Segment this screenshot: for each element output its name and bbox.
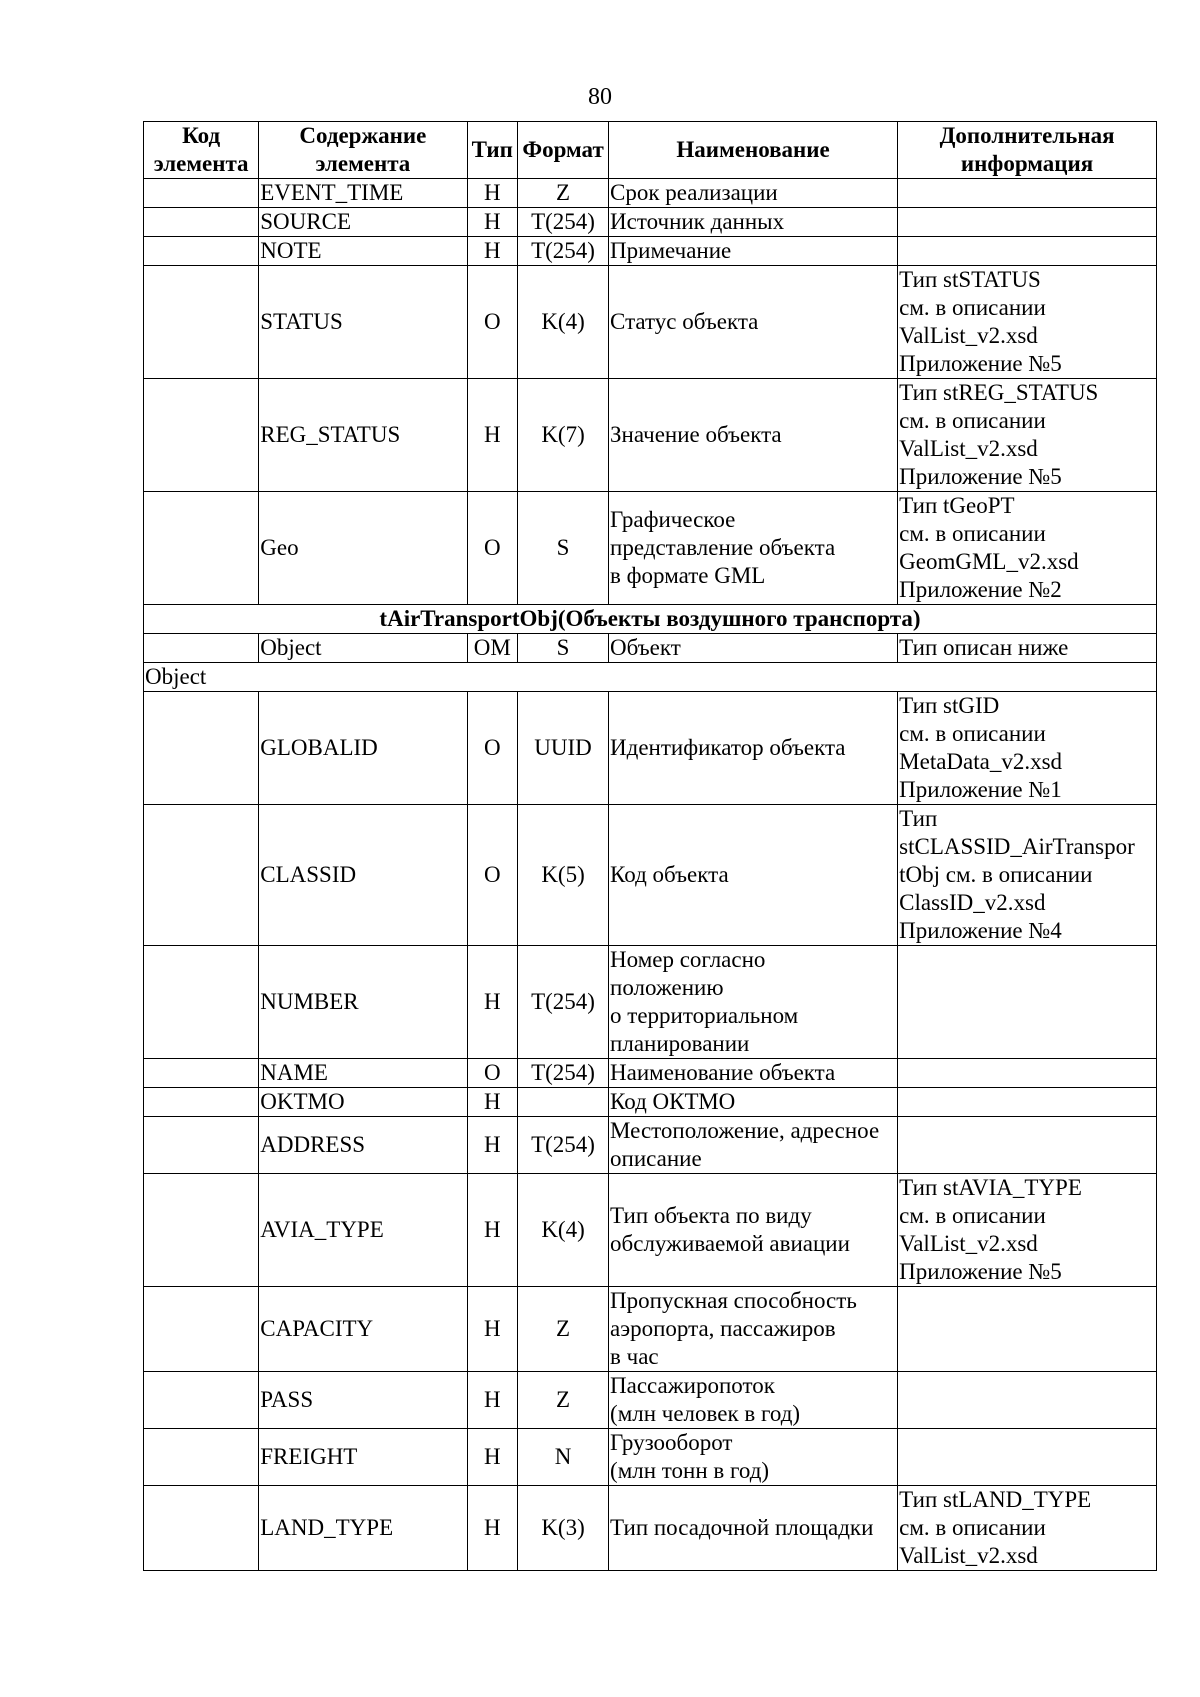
cell-info-line: Тип — [899, 806, 938, 831]
cell-code — [144, 634, 259, 663]
table-row — [144, 1486, 1157, 1571]
cell-info — [898, 379, 1157, 492]
cell-format: K(4) — [518, 266, 609, 379]
cell-info — [898, 1372, 1157, 1429]
cell-info-line: GeomGML_v2.xsd — [899, 549, 1079, 574]
cell-info-line: см. в описании — [899, 721, 1046, 746]
table-row — [144, 379, 1157, 492]
cell-name — [609, 266, 898, 379]
cell-type: Н — [467, 946, 518, 1059]
cell-name-line: Местоположение, адресное — [610, 1118, 880, 1143]
cell-info — [898, 179, 1157, 208]
cell-name-line: Тип посадочной площадки — [610, 1515, 874, 1540]
table-row — [144, 1059, 1157, 1088]
cell-content: PASS — [259, 1372, 467, 1429]
cell-info — [898, 1117, 1157, 1174]
cell-info-line: ValList_v2.xsd — [899, 1231, 1038, 1256]
cell-info-line: Тип stAVIA_TYPE — [899, 1175, 1082, 1200]
cell-code — [144, 1486, 259, 1571]
table-header-row — [144, 122, 1157, 179]
cell-name — [609, 805, 898, 946]
cell-info-line: Тип описан ниже — [899, 635, 1069, 660]
table-row — [144, 179, 1157, 208]
cell-info-line: MetaData_v2.xsd — [899, 749, 1063, 774]
table-body-object-fields — [144, 692, 1157, 1571]
cell-code — [144, 208, 259, 237]
cell-info-line: Тип tGeoPT — [899, 493, 1015, 518]
cell-content: STATUS — [259, 266, 467, 379]
cell-name-line: описание — [610, 1146, 702, 1171]
cell-name — [609, 1088, 898, 1117]
cell-format: S — [518, 492, 609, 605]
cell-name-line: в формате GML — [610, 563, 766, 588]
cell-info-line: см. в описании — [899, 1515, 1046, 1540]
cell-name-line: Значение объекта — [610, 422, 782, 447]
table-row — [144, 266, 1157, 379]
cell-format: K(3) — [518, 1486, 609, 1571]
cell-format: K(5) — [518, 805, 609, 946]
cell-type: Н — [467, 1287, 518, 1372]
table-row — [144, 1174, 1157, 1287]
cell-info-line: Приложение №5 — [899, 351, 1062, 376]
cell-type: Н — [467, 208, 518, 237]
cell-code — [144, 1059, 259, 1088]
cell-info-line: ValList_v2.xsd — [899, 1543, 1038, 1568]
cell-name — [609, 946, 898, 1059]
cell-name-line: Объект — [610, 635, 681, 660]
cell-type: Н — [467, 1117, 518, 1174]
cell-code — [144, 1088, 259, 1117]
group-label-row — [144, 663, 1157, 692]
cell-type: О — [467, 692, 518, 805]
table-row — [144, 1372, 1157, 1429]
cell-info — [898, 946, 1157, 1059]
cell-name — [609, 208, 898, 237]
cell-info-line: ValList_v2.xsd — [899, 323, 1038, 348]
cell-content: FREIGHT — [259, 1429, 467, 1486]
table-row — [144, 946, 1157, 1059]
cell-content: GLOBALID — [259, 692, 467, 805]
cell-name-line: Статус объекта — [610, 309, 759, 334]
header-info: Дополнительная информация — [898, 122, 1157, 179]
cell-name — [609, 1429, 898, 1486]
cell-name-line: Примечание — [610, 238, 732, 263]
cell-content: NUMBER — [259, 946, 467, 1059]
cell-info-line: stCLASSID_AirTranspor — [899, 834, 1135, 859]
cell-name-line: Пропускная способность — [610, 1288, 857, 1313]
cell-content: CAPACITY — [259, 1287, 467, 1372]
cell-content: Object — [259, 634, 467, 663]
cell-type: О — [467, 805, 518, 946]
header-content: Содержание элемента — [259, 122, 467, 179]
cell-format: UUID — [518, 692, 609, 805]
table-row — [144, 1088, 1157, 1117]
cell-content: Geo — [259, 492, 467, 605]
table-row — [144, 1429, 1157, 1486]
cell-info — [898, 805, 1157, 946]
cell-type: О — [467, 492, 518, 605]
cell-name — [609, 1059, 898, 1088]
cell-content: ADDRESS — [259, 1117, 467, 1174]
cell-format: Z — [518, 1372, 609, 1429]
cell-content: OKTMO — [259, 1088, 467, 1117]
spec-table — [143, 121, 1157, 1571]
cell-type: Н — [467, 179, 518, 208]
cell-info — [898, 266, 1157, 379]
cell-format: T(254) — [518, 1059, 609, 1088]
cell-format: T(254) — [518, 237, 609, 266]
cell-type: ОМ — [467, 634, 518, 663]
cell-info-line: см. в описании — [899, 521, 1046, 546]
cell-name — [609, 692, 898, 805]
cell-format: T(254) — [518, 1117, 609, 1174]
cell-info — [898, 492, 1157, 605]
table-row — [144, 805, 1157, 946]
cell-code — [144, 492, 259, 605]
cell-info — [898, 237, 1157, 266]
cell-format: Z — [518, 179, 609, 208]
cell-info — [898, 1429, 1157, 1486]
cell-code — [144, 1174, 259, 1287]
cell-name-line: Наименование объекта — [610, 1060, 836, 1085]
cell-name-line: Источник данных — [610, 209, 785, 234]
group-label: Object — [144, 663, 1157, 692]
cell-code — [144, 1372, 259, 1429]
cell-info — [898, 692, 1157, 805]
cell-type: О — [467, 266, 518, 379]
table-row — [144, 634, 1157, 663]
cell-type: О — [467, 1059, 518, 1088]
cell-name-line: обслуживаемой авиации — [610, 1231, 850, 1256]
cell-name-line: Идентификатор объекта — [610, 735, 846, 760]
table-row — [144, 208, 1157, 237]
cell-code — [144, 692, 259, 805]
cell-type: Н — [467, 1174, 518, 1287]
cell-info-line: Приложение №5 — [899, 464, 1062, 489]
cell-code — [144, 1429, 259, 1486]
cell-name — [609, 379, 898, 492]
cell-name-line: Пассажиропоток — [610, 1373, 775, 1398]
cell-name-line: положению — [610, 975, 724, 1000]
cell-info-line: Приложение №4 — [899, 918, 1062, 943]
header-name: Наименование — [609, 122, 898, 179]
cell-format — [518, 1088, 609, 1117]
cell-name-line: в час — [610, 1344, 659, 1369]
cell-content: NAME — [259, 1059, 467, 1088]
cell-info — [898, 1174, 1157, 1287]
cell-info-line: ValList_v2.xsd — [899, 436, 1038, 461]
header-type: Тип — [467, 122, 518, 179]
cell-info — [898, 1486, 1157, 1571]
cell-name — [609, 492, 898, 605]
cell-name-line: Срок реализации — [610, 180, 778, 205]
cell-code — [144, 379, 259, 492]
cell-type: Н — [467, 1372, 518, 1429]
cell-info-line: Приложение №2 — [899, 577, 1062, 602]
page-number: 80 — [588, 84, 612, 110]
cell-info-line: см. в описании — [899, 408, 1046, 433]
cell-info-line: Приложение №5 — [899, 1259, 1062, 1284]
cell-name-line: аэропорта, пассажиров — [610, 1316, 836, 1341]
cell-info-line: см. в описании — [899, 295, 1046, 320]
cell-name — [609, 1372, 898, 1429]
cell-info-line: tObj см. в описании — [899, 862, 1093, 887]
table-row — [144, 237, 1157, 266]
cell-format: K(7) — [518, 379, 609, 492]
cell-code — [144, 805, 259, 946]
cell-name-line: Код объекта — [610, 862, 729, 887]
cell-name — [609, 1287, 898, 1372]
cell-name — [609, 237, 898, 266]
cell-info — [898, 208, 1157, 237]
cell-name-line: (млн тонн в год) — [610, 1458, 770, 1483]
cell-content: SOURCE — [259, 208, 467, 237]
table-row — [144, 692, 1157, 805]
cell-format: N — [518, 1429, 609, 1486]
cell-content: LAND_TYPE — [259, 1486, 467, 1571]
cell-name-line: Графическое — [610, 507, 736, 532]
cell-info-line: Тип stGID — [899, 693, 1000, 718]
table-body-object — [144, 634, 1157, 663]
cell-info-line: см. в описании — [899, 1203, 1046, 1228]
cell-code — [144, 237, 259, 266]
section-title: tAirTransportObj(Объекты воздушного транспорта) — [144, 605, 1157, 634]
cell-name-line: Тип объекта по виду — [610, 1203, 812, 1228]
cell-name-line: Код ОКТМО — [610, 1089, 736, 1114]
cell-code — [144, 1287, 259, 1372]
cell-info-line: Тип stREG_STATUS — [899, 380, 1099, 405]
table-row — [144, 1117, 1157, 1174]
cell-info — [898, 634, 1157, 663]
section-title-row — [144, 605, 1157, 634]
cell-name-line: Номер согласно — [610, 947, 766, 972]
cell-content: CLASSID — [259, 805, 467, 946]
cell-type: Н — [467, 379, 518, 492]
cell-format: T(254) — [518, 946, 609, 1059]
cell-name — [609, 634, 898, 663]
cell-format: T(254) — [518, 208, 609, 237]
cell-info-line: ClassID_v2.xsd — [899, 890, 1046, 915]
cell-code — [144, 1117, 259, 1174]
header-format: Формат — [518, 122, 609, 179]
cell-name — [609, 1174, 898, 1287]
cell-type: Н — [467, 237, 518, 266]
cell-info-line: Приложение №1 — [899, 777, 1062, 802]
header-code: Код элемента — [144, 122, 259, 179]
cell-name — [609, 1486, 898, 1571]
cell-name-line: планировании — [610, 1031, 750, 1056]
cell-name-line: (млн человек в год) — [610, 1401, 801, 1426]
cell-type: Н — [467, 1088, 518, 1117]
cell-name-line: представление объекта — [610, 535, 836, 560]
table-body-attributes — [144, 179, 1157, 605]
cell-info-line: Тип stSTATUS — [899, 267, 1041, 292]
cell-content: AVIA_TYPE — [259, 1174, 467, 1287]
table-group — [144, 663, 1157, 692]
cell-format: Z — [518, 1287, 609, 1372]
cell-format: K(4) — [518, 1174, 609, 1287]
table-row — [144, 1287, 1157, 1372]
table-section — [144, 605, 1157, 634]
table-row — [144, 492, 1157, 605]
cell-content: REG_STATUS — [259, 379, 467, 492]
cell-name — [609, 179, 898, 208]
cell-info — [898, 1287, 1157, 1372]
cell-format: S — [518, 634, 609, 663]
cell-code — [144, 946, 259, 1059]
cell-name — [609, 1117, 898, 1174]
cell-info-line: Тип stLAND_TYPE — [899, 1487, 1092, 1512]
cell-info — [898, 1059, 1157, 1088]
cell-info — [898, 1088, 1157, 1117]
cell-content: EVENT_TIME — [259, 179, 467, 208]
cell-type: Н — [467, 1486, 518, 1571]
cell-code — [144, 266, 259, 379]
cell-content: NOTE — [259, 237, 467, 266]
cell-type: Н — [467, 1429, 518, 1486]
cell-name-line: Грузооборот — [610, 1430, 733, 1455]
cell-code — [144, 179, 259, 208]
cell-name-line: о территориальном — [610, 1003, 799, 1028]
